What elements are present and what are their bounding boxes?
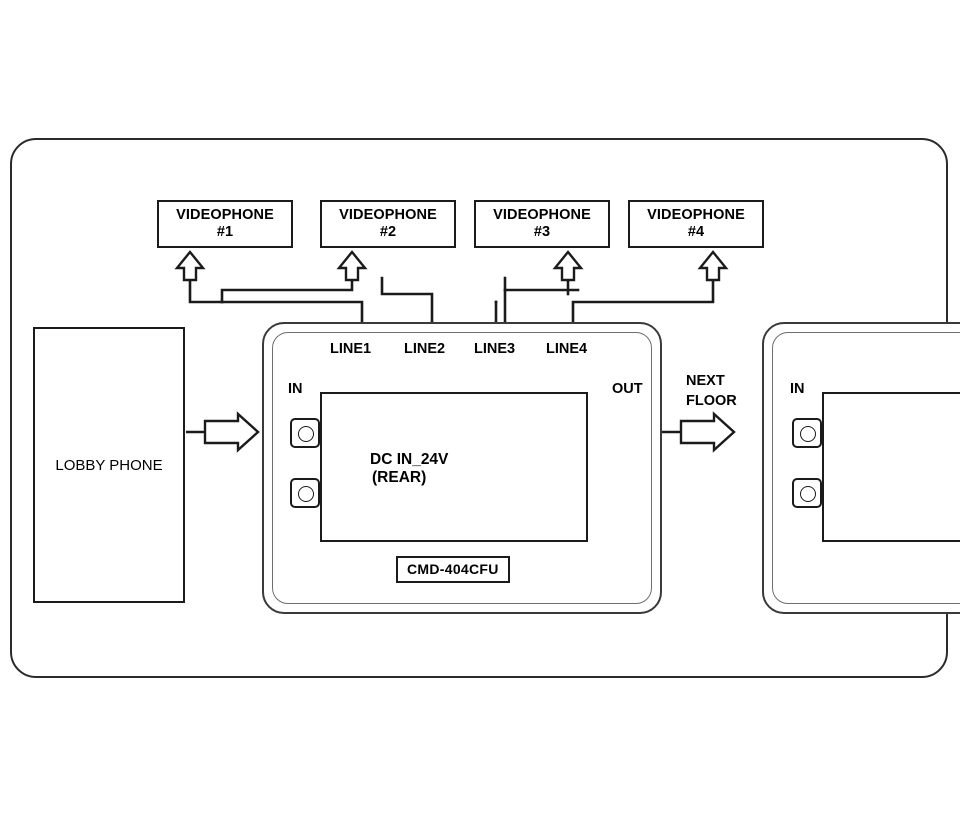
videophone-number-4: #4: [687, 224, 705, 240]
videophone-box-3: [474, 200, 610, 248]
next-floor-unit-face-plate: [822, 392, 960, 542]
line-label-4: LINE4: [546, 341, 588, 357]
unit-face-plate: [320, 392, 588, 542]
next-floor-label-line2: FLOOR: [686, 393, 737, 409]
next-floor-label-line1: NEXT: [686, 373, 725, 389]
unit-port-in-lower[interactable]: [290, 478, 320, 508]
videophone-label-2: VIDEOPHONE: [339, 206, 437, 223]
videophone-label-4: VIDEOPHONE: [647, 206, 745, 223]
line-label-3: LINE3: [474, 341, 516, 357]
videophone-box-1: [157, 200, 293, 248]
next-floor-unit-port-lower[interactable]: [792, 478, 822, 508]
dc-in-label: [370, 450, 448, 469]
videophone-number-2: #2: [379, 224, 397, 240]
lobby-phone-box: [33, 327, 185, 603]
unit-in-label: IN: [288, 381, 303, 397]
model-tag: CMD-404CFU: [396, 556, 510, 583]
dc-in-text: DC IN_24V: [370, 451, 449, 468]
videophone-number-1: #1: [216, 224, 234, 240]
dc-in-rear-label: (REAR): [372, 469, 427, 486]
next-floor-unit-in-label: IN: [790, 381, 805, 397]
line-label-2: LINE2: [404, 341, 446, 357]
line-label-1: LINE1: [330, 341, 372, 357]
unit-port-in-upper[interactable]: [290, 418, 320, 448]
videophone-label-1: VIDEOPHONE: [176, 206, 274, 223]
videophone-box-2: [320, 200, 456, 248]
next-floor-unit-port-upper[interactable]: [792, 418, 822, 448]
videophone-box-4: [628, 200, 764, 248]
videophone-label-3: VIDEOPHONE: [493, 206, 591, 223]
videophone-number-3: #3: [533, 224, 551, 240]
lobby-phone-label: LOBBY PHONE: [55, 456, 163, 474]
unit-out-label: OUT: [612, 381, 643, 397]
